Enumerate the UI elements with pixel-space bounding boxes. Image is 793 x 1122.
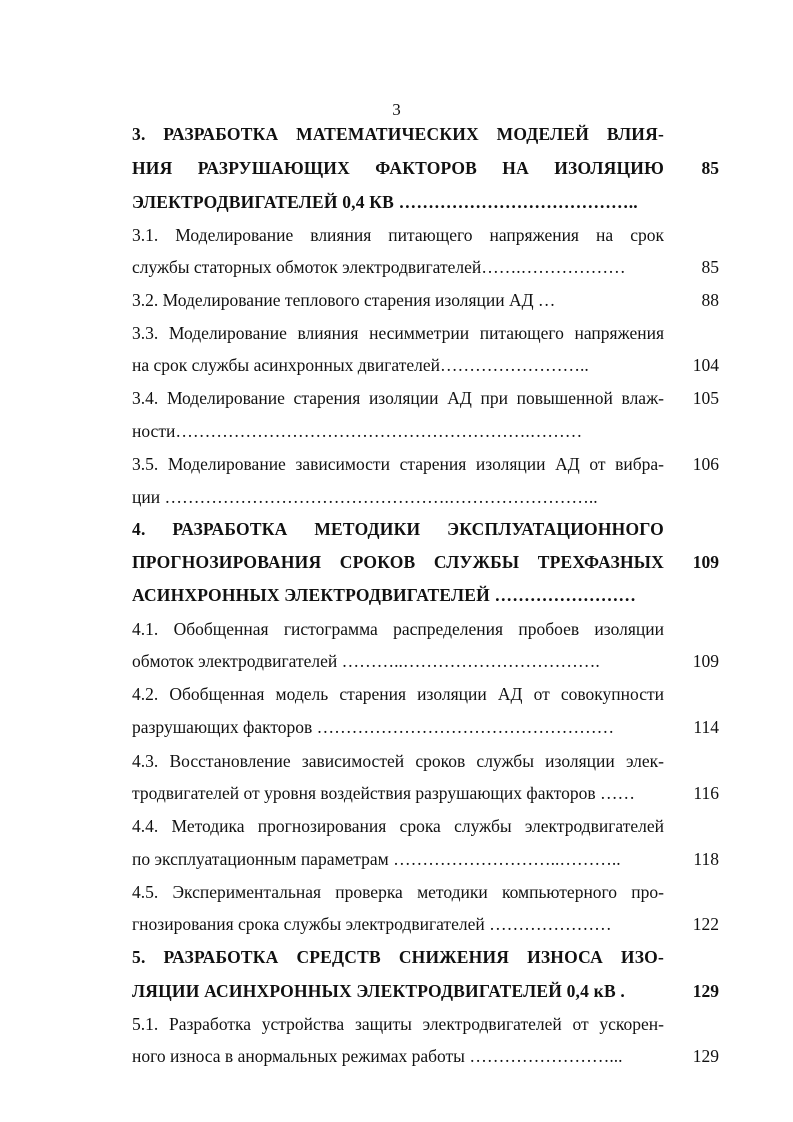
toc-chapter-5-line-1: 5. РАЗРАБОТКА СРЕДСТВ СНИЖЕНИЯ ИЗНОСА ИЗО- bbox=[132, 947, 664, 967]
toc-item-3-3-line-2: на срок службы асинхронных двигателей…………………….. bbox=[132, 355, 589, 375]
toc-chapter-3-line-3: ЭЛЕКТРОДВИГАТЕЛЕЙ 0,4 КВ ………………………………….. bbox=[132, 192, 638, 212]
toc-item-4-1-line-1: 4.1. Обобщенная гистограмма распределения пробоев изоляции bbox=[132, 619, 664, 639]
toc-item-4-5-line-1: 4.5. Экспериментальная проверка методики компьютерного про- bbox=[132, 882, 664, 902]
toc-item-4-1-line-2: обмоток электродвигателей ………..……………………………. bbox=[132, 651, 600, 671]
toc-item-3-2-page: 88 bbox=[701, 290, 719, 310]
toc-item-3-3-line-1: 3.3. Моделирование влияния несимметрии питающего напряжения bbox=[132, 323, 664, 343]
toc-chapter-4-line-3: АСИНХРОННЫХ ЭЛЕКТРОДВИГАТЕЛЕЙ …………………… bbox=[132, 585, 637, 605]
toc-chapter-3-page: 85 bbox=[701, 158, 719, 178]
toc-item-3-5-page: 106 bbox=[692, 454, 719, 474]
toc-item-4-4-line-2: по эксплуатационным параметрам ………………………..……….. bbox=[132, 849, 621, 869]
toc-item-3-5-line-1: 3.5. Моделирование зависимости старения изоляции АД от вибра- bbox=[132, 454, 664, 474]
toc-chapter-4-page: 109 bbox=[692, 552, 719, 572]
toc-chapter-3-line-2: НИЯ РАЗРУШАЮЩИХ ФАКТОРОВ НА ИЗОЛЯЦИЮ bbox=[132, 158, 664, 178]
toc-chapter-4-line-1: 4. РАЗРАБОТКА МЕТОДИКИ ЭКСПЛУАТАЦИОННОГО bbox=[132, 519, 664, 539]
toc-item-4-2-line-1: 4.2. Обобщенная модель старения изоляции АД от совокупности bbox=[132, 684, 664, 704]
toc-item-4-2-line-2: разрушающих факторов …………………………………………… bbox=[132, 717, 615, 737]
toc-item-4-1-page: 109 bbox=[692, 651, 719, 671]
toc-item-4-3-line-2: тродвигателей от уровня воздействия разрушающих факторов …… bbox=[132, 783, 636, 803]
toc-item-3-5-line-2: ции ………………………………………….…………………….. bbox=[132, 487, 598, 507]
page-number: 3 bbox=[392, 100, 401, 119]
toc-item-4-3-line-1: 4.3. Восстановление зависимостей сроков службы изоляции элек- bbox=[132, 751, 664, 771]
toc-chapter-3-line-1: 3. РАЗРАБОТКА МАТЕМАТИЧЕСКИХ МОДЕЛЕЙ ВЛИЯ- bbox=[132, 124, 664, 144]
toc-item-3-1-line-1: 3.1. Моделирование влияния питающего напряжения на срок bbox=[132, 225, 664, 245]
toc-item-4-5-page: 122 bbox=[692, 914, 719, 934]
toc-item-3-4-line-1: 3.4. Моделирование старения изоляции АД при повышенной влаж- bbox=[132, 388, 664, 408]
toc-item-4-4-page: 118 bbox=[693, 849, 719, 869]
toc-chapter-5-page: 129 bbox=[692, 981, 719, 1001]
toc-item-3-4-line-2: ности…………………………………………………….……… bbox=[132, 421, 583, 441]
toc-item-3-2-line-1: 3.2. Моделирование теплового старения изоляции АД … bbox=[132, 290, 556, 310]
toc-item-3-3-page: 104 bbox=[692, 355, 719, 375]
toc-item-5-1-page: 129 bbox=[692, 1046, 719, 1066]
toc-chapter-5-line-2: ЛЯЦИИ АСИНХРОННЫХ ЭЛЕКТРОДВИГАТЕЛЕЙ 0,4 кВ . bbox=[132, 981, 625, 1001]
toc-item-5-1-line-1: 5.1. Разработка устройства защиты электродвигателей от ускорен- bbox=[132, 1014, 664, 1034]
toc-item-4-3-page: 116 bbox=[693, 783, 719, 803]
toc-item-3-4-page: 105 bbox=[692, 388, 719, 408]
toc-item-4-4-line-1: 4.4. Методика прогнозирования срока службы электродвигателей bbox=[132, 816, 664, 836]
toc-item-4-2-page: 114 bbox=[693, 717, 719, 737]
toc-item-5-1-line-2: ного износа в анормальных режимах работы ……………………... bbox=[132, 1046, 623, 1066]
toc-item-4-5-line-2: гнозирования срока службы электродвигателей ………………… bbox=[132, 914, 612, 934]
toc-chapter-4-line-2: ПРОГНОЗИРОВАНИЯ СРОКОВ СЛУЖБЫ ТРЕХФАЗНЫХ bbox=[132, 552, 664, 572]
toc-item-3-1-page: 85 bbox=[701, 257, 719, 277]
toc-item-3-1-line-2: службы статорных обмоток электродвигателей…….……………… bbox=[132, 257, 626, 277]
